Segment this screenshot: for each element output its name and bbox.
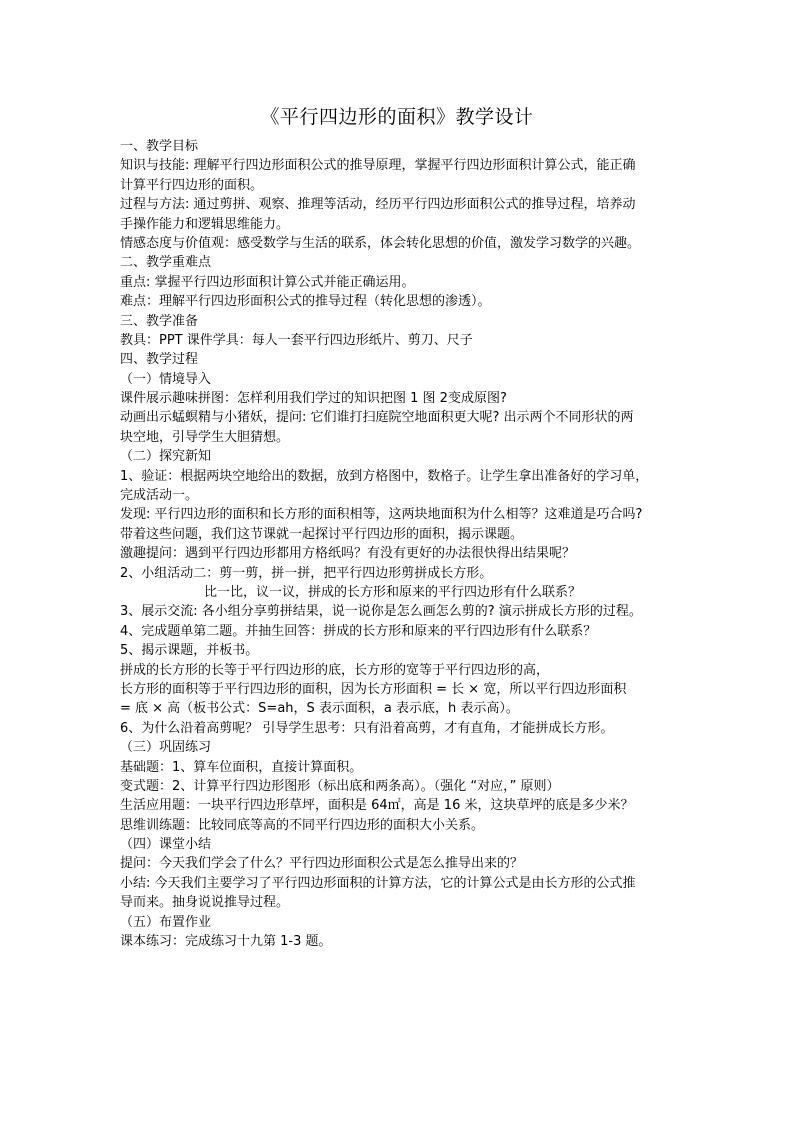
document-title: 《平行四边形的面积》教学设计	[260, 106, 534, 128]
paragraph-line: 1、验证：根据两块空地给出的数据，放到方格图中，数格子。让学生拿出准备好的学习单，	[120, 468, 649, 484]
paragraph-line: 过程与方法: 通过剪拼、观察、推理等活动，经历平行四边形面积公式的推导过程，培养动	[120, 197, 636, 213]
paragraph-line: 重点: 掌握平行四边形面积计算公式并能正确运用。	[120, 274, 415, 290]
paragraph-line: 带着这些问题，我们这节课就一起探讨平行四边形的面积，揭示课题。	[120, 526, 524, 542]
section-heading-preparation: 三、教学准备	[120, 313, 199, 329]
document-body	[120, 137, 680, 951]
subsection-heading: （一）情境导入	[120, 371, 212, 387]
paragraph-line: 思维训练题：比较同底等高的不同平行四边形的面积大小关系。	[120, 817, 485, 833]
paragraph-line: 2、小组活动二：剪一剪，拼一拼，把平行四边形剪拼成长方形。	[120, 565, 493, 581]
paragraph-line: 情感态度与价值观：感受数学与生活的联系，体会转化思想的价值，激发学习数学的兴趣。	[120, 235, 641, 251]
subsection-heading: （五）布置作业	[120, 914, 212, 930]
paragraph-line: 课件展示趣味拼图：怎样利用我们学过的知识把图 1 图 2变成原图?	[120, 391, 507, 407]
paragraph-line: = 底 × 高（板书公式：S=ah，S 表示面积，a 表示底，h 表示高）。	[120, 701, 519, 717]
paragraph-line: 生活应用题：一块平行四边形草坪，面积是 64㎡，高是 16 米，这块草坪的底是多少米？	[120, 798, 634, 814]
paragraph-line: 4、完成题单第二题。并抽生回答：拼成的长方形和原来的平行四边形有什么联系？	[120, 623, 597, 639]
paragraph-line: 长方形的面积等于平行四边形的面积，因为长方形面积 = 长 × 宽，所以平行四边形面积	[120, 681, 627, 697]
section-heading-process: 四、教学过程	[120, 352, 199, 368]
section-heading-objectives: 一、教学目标	[120, 139, 199, 154]
subsection-heading: （四）课堂小结	[120, 837, 212, 853]
paragraph-line: 6、为什么沿着高剪呢？ 引导学生思考：只有沿着高剪，才有直角，才能拼成长方形。	[120, 720, 614, 736]
subsection-heading: （二）探究新知	[120, 449, 212, 465]
paragraph-line: 拼成的长方形的长等于平行四边形的底，长方形的宽等于平行四边形的高，	[120, 662, 550, 678]
paragraph-line: 块空地，引导学生大胆猜想。	[120, 429, 290, 445]
paragraph-line: 小结: 今天我们主要学习了平行四边形面积的计算方法，它的计算公式是由长方形的公式推	[120, 875, 636, 891]
paragraph-line: 基础题：1、算车位面积，直接计算面积。	[120, 759, 363, 775]
paragraph-line: 动画出示蜢螟精与小猪妖，提问: 它们谁打扫庭院空地面积更大呢? 出示两个不同形状的两	[120, 410, 634, 426]
paragraph-line: 课本练习：完成练习十九第 1-3 题。	[120, 934, 332, 950]
paragraph-line: 发现: 平行四边形的面积和长方形的面积相等，这两块地面积为什么相等？这难道是巧合吗?	[120, 507, 643, 523]
paragraph-line: 完成活动一。	[120, 488, 199, 504]
paragraph-line: 教具：PPT 课件学具：每人一套平行四边形纸片、剪刀、尺子	[120, 332, 473, 348]
paragraph-line: 难点：理解平行四边形面积公式的推导过程（转化思想的渗透）。	[120, 294, 491, 310]
paragraph-line: 导而来。抽身说说推导过程。	[120, 895, 290, 911]
section-heading-key-points: 二、教学重难点	[120, 255, 212, 271]
paragraph-line: 3、展示交流: 各小组分享剪拼结果，说一说你是怎么画怎么剪的? 演示拼成长方形的过程。	[120, 604, 642, 620]
paragraph-line: 5、揭示课题，并板书。	[120, 643, 259, 659]
paragraph-line: 知识与技能: 理解平行四边形面积公式的推导原理，掌握平行四边形面积计算公式，能正确	[120, 158, 636, 174]
paragraph-line: 激趣提问：遇到平行四边形都用方格纸吗？有没有更好的办法很快得出结果呢？	[120, 546, 576, 562]
paragraph-line: 手操作能力和逻辑思维能力。	[120, 216, 290, 232]
subsection-heading: （三）巩固练习	[120, 740, 212, 756]
paragraph-line: 提问：今天我们学会了什么？平行四边形面积公式是怎么推导出来的？	[120, 856, 524, 872]
paragraph-line: 计算平行四边形的面积。	[120, 177, 264, 193]
paragraph-line: 比一比，议一议，拼成的长方形和原来的平行四边形有什么联系？	[204, 584, 582, 600]
paragraph-line: 变式题：2、计算平行四边形图形（标出底和两条高）。（强化 “对应，” 原则）	[120, 778, 560, 794]
